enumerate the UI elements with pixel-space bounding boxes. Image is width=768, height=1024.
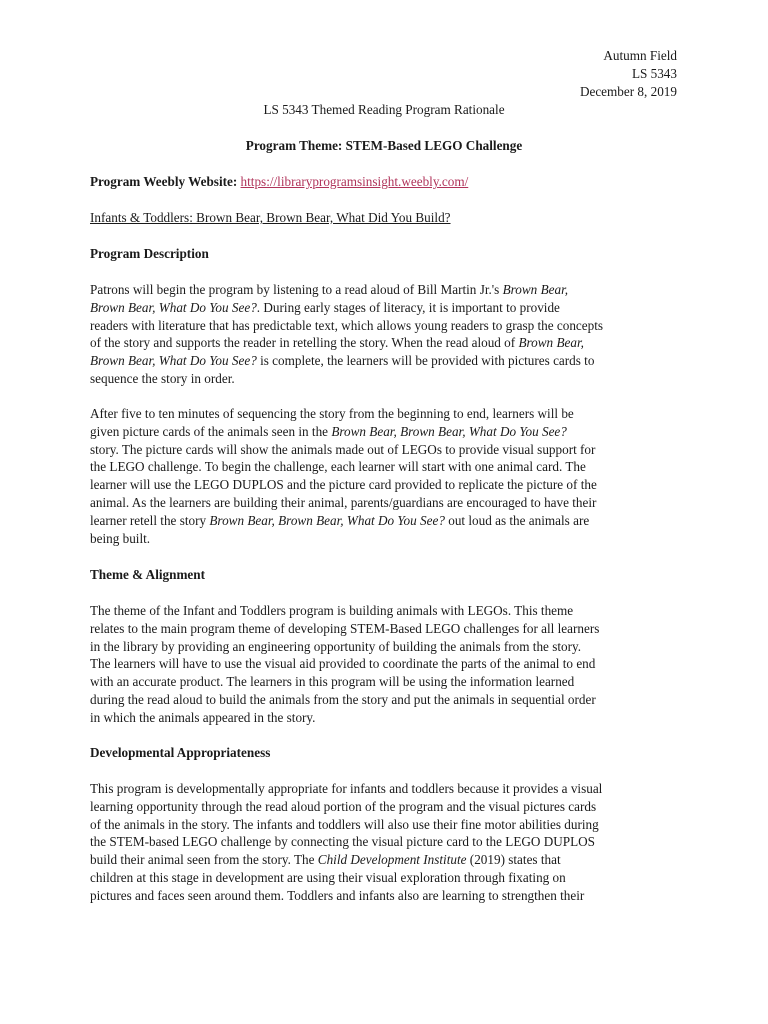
alignment-paragraph [90, 602, 680, 727]
text-run: is complete, the learners will be provided with pictures cards to [256, 353, 595, 369]
course-code: LS 5343 [631, 66, 677, 81]
section-heading-alignment: Theme & Alignment [90, 567, 206, 582]
text-line: story. The picture cards will show the animals made out of LEGOs to provide visual support for [90, 441, 596, 457]
text-line: learner will use the LEGO DUPLOS and the picture card provided to replicate the picture of the [90, 477, 597, 493]
text-line: children at this stage in development are using their visual exploration through fixating on [90, 869, 566, 885]
author-header [580, 47, 677, 101]
description-paragraph-1 [90, 281, 680, 388]
text-run: learner retell the story [90, 512, 210, 528]
age-group-title: Infants & Toddlers: Brown Bear, Brown Bear, What Did You Build? [90, 210, 451, 225]
section-heading-description: Program Description [90, 246, 209, 261]
weebly-link[interactable]: https://libraryprogramsinsight.weebly.com/ [240, 174, 469, 189]
text-line: pictures and faces seen around them. Toddlers and infants also are learning to strengthen their [90, 887, 585, 903]
text-line: This program is developmentally appropriate for infants and toddlers because it provides a visual [90, 781, 603, 796]
text-run: Patrons will begin the program by listening to a read aloud of Bill Martin Jr.'s [90, 282, 503, 297]
description-paragraph-2 [90, 405, 680, 547]
text-line: of the animals in the story. The infants and toddlers will also use their fine motor abilities during [90, 816, 599, 832]
text-line: relates to the main program theme of developing STEM-Based LEGO challenges for all learners [90, 620, 600, 636]
text-line: the LEGO challenge. To begin the challenge, each learner will start with one animal card. The [90, 459, 586, 475]
book-title: Brown Bear, What Do You See? [90, 353, 257, 369]
text-line: in which the animals appeared in the story. [90, 709, 316, 725]
book-title: Brown Bear, [518, 335, 584, 351]
text-line: during the read aloud to build the animals from the story and put the animals in sequential order [90, 691, 596, 707]
book-title: Brown Bear, Brown Bear, What Do You See? [331, 423, 567, 439]
development-paragraph [90, 780, 680, 905]
text-line: being built. [90, 530, 151, 546]
weebly-label: Program Weebly Website: [90, 174, 238, 189]
text-run: out loud as the animals are [444, 512, 590, 528]
text-line: The theme of the Infant and Toddlers program is building animals with LEGOs. This theme [90, 603, 574, 618]
text-run: given picture cards of the animals seen in the [90, 423, 332, 439]
text-line: sequence the story in order. [90, 370, 235, 386]
text-line: After five to ten minutes of sequencing the story from the beginning to end, learners will be [90, 406, 574, 421]
text-line: with an accurate product. The learners in this program will be using the information learned [90, 674, 575, 690]
book-title: Brown Bear, What Do You See? [90, 299, 257, 315]
section-heading-development: Developmental Appropriateness [90, 745, 271, 760]
book-title: Brown Bear, Brown Bear, What Do You See? [209, 512, 445, 528]
source-title: Child Development Institute [317, 852, 467, 868]
document-date: December 8, 2019 [579, 84, 677, 99]
author-name: Autumn Field [603, 48, 677, 63]
text-line: in the library by providing an engineering opportunity of building the animals from the story. [90, 638, 582, 654]
text-line: animal. As the learners are building their animal, parents/guardians are encouraged to have their [90, 494, 597, 510]
text-run: . During early stages of literacy, it is important to provide [256, 299, 560, 315]
text-line: learning opportunity through the read aloud portion of the program and the visual pictures cards [90, 798, 597, 814]
text-run: of the story and supports the reader in retelling the story. When the read aloud of [90, 335, 519, 351]
weebly-line [90, 173, 680, 191]
text-line: readers with literature that has predictable text, which allows young readers to grasp the concepts [90, 317, 604, 333]
text-run: build their animal seen from the story. The [90, 852, 318, 868]
document-title: LS 5343 Themed Reading Program Rationale [263, 102, 505, 117]
text-line: The learners will have to use the visual aid provided to coordinate the parts of the animal to end [90, 656, 596, 672]
text-run: (2019) states that [466, 852, 561, 868]
text-line: the STEM-based LEGO challenge by connecting the visual picture card to the LEGO DUPLOS [90, 834, 596, 850]
book-title: Brown Bear, [502, 282, 569, 297]
program-theme: Program Theme: STEM-Based LEGO Challenge [245, 138, 523, 153]
